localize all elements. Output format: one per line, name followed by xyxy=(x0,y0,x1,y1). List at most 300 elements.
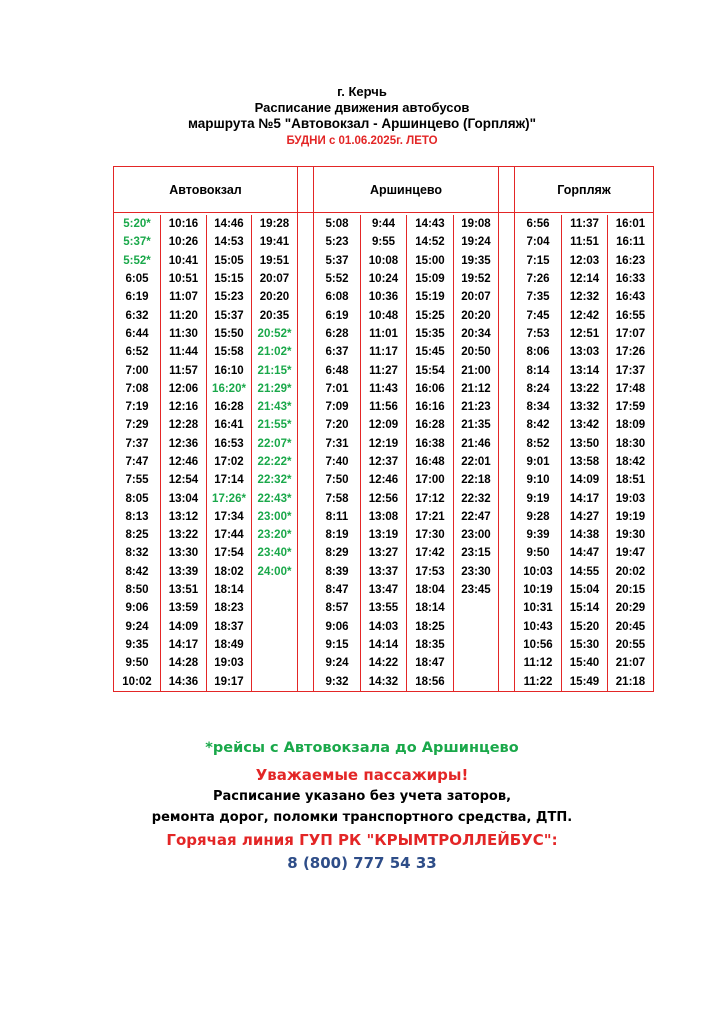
column-gap xyxy=(298,306,314,324)
column-gap xyxy=(499,215,515,233)
time-cell: 14:55 xyxy=(562,563,608,581)
time-cell: 24:00* xyxy=(252,563,298,581)
time-cell: 9:10 xyxy=(515,471,562,489)
time-cell: 13:04 xyxy=(161,489,207,507)
table-row xyxy=(114,453,654,471)
time-cell: 9:06 xyxy=(314,618,361,636)
time-cell: 21:43* xyxy=(252,398,298,416)
time-cell: 13:19 xyxy=(361,526,407,544)
time-cell: 9:50 xyxy=(515,544,562,562)
column-gap xyxy=(499,288,515,306)
column-gap xyxy=(499,167,515,213)
time-cell: 6:19 xyxy=(314,306,361,324)
table-row xyxy=(114,654,654,672)
table-row xyxy=(114,435,654,453)
time-cell: 6:28 xyxy=(314,325,361,343)
route-title: маршрута №5 "Автовокзал - Аршинцево (Горпляж)" xyxy=(187,116,537,131)
time-cell: 8:06 xyxy=(515,343,562,361)
time-cell: 14:43 xyxy=(407,215,454,233)
stop-header-avtovokzal: Автовокзал xyxy=(114,167,298,213)
time-cell xyxy=(252,618,298,636)
table-row xyxy=(114,343,654,361)
time-cell: 16:48 xyxy=(407,453,454,471)
time-cell: 14:03 xyxy=(361,618,407,636)
column-gap xyxy=(499,252,515,270)
time-cell: 15:37 xyxy=(207,306,252,324)
column-gap xyxy=(499,544,515,562)
time-cell: 13:47 xyxy=(361,581,407,599)
time-cell: 14:38 xyxy=(562,526,608,544)
time-cell: 12:19 xyxy=(361,435,407,453)
time-cell: 18:14 xyxy=(207,581,252,599)
hotline-phone: 8 (800) 777 54 33 xyxy=(287,854,437,872)
time-cell: 19:52 xyxy=(454,270,499,288)
time-cell: 15:50 xyxy=(207,325,252,343)
column-gap xyxy=(499,636,515,654)
column-gap xyxy=(298,453,314,471)
time-cell: 5:37* xyxy=(114,233,161,251)
time-cell: 14:53 xyxy=(207,233,252,251)
time-cell: 13:12 xyxy=(161,508,207,526)
time-cell: 12:06 xyxy=(161,380,207,398)
time-cell xyxy=(454,599,499,617)
time-cell: 15:09 xyxy=(407,270,454,288)
time-cell: 13:30 xyxy=(161,544,207,562)
time-cell: 7:20 xyxy=(314,416,361,434)
schedule-title: Расписание движения автобусов xyxy=(254,100,470,115)
time-cell: 10:19 xyxy=(515,581,562,599)
time-cell: 16:10 xyxy=(207,361,252,379)
time-cell: 23:20* xyxy=(252,526,298,544)
time-cell: 9:24 xyxy=(314,654,361,672)
time-cell: 8:57 xyxy=(314,599,361,617)
time-cell: 11:20 xyxy=(161,306,207,324)
table-row xyxy=(114,508,654,526)
asterisk-note: *рейсы с Автовокзала до Аршинцево xyxy=(205,740,519,756)
column-gap xyxy=(499,398,515,416)
time-cell: 11:12 xyxy=(515,654,562,672)
time-cell: 13:39 xyxy=(161,563,207,581)
time-cell: 19:24 xyxy=(454,233,499,251)
time-cell: 16:06 xyxy=(407,380,454,398)
time-cell: 16:23 xyxy=(608,252,654,270)
table-row xyxy=(114,380,654,398)
column-gap xyxy=(298,252,314,270)
time-cell: 5:08 xyxy=(314,215,361,233)
passenger-greeting: Уважаемые пассажиры! xyxy=(255,766,469,784)
time-cell: 13:32 xyxy=(562,398,608,416)
column-gap xyxy=(298,215,314,233)
time-cell: 13:37 xyxy=(361,563,407,581)
column-gap xyxy=(499,672,515,691)
time-cell: 15:54 xyxy=(407,361,454,379)
time-cell: 16:43 xyxy=(608,288,654,306)
column-gap xyxy=(499,526,515,544)
time-cell: 15:23 xyxy=(207,288,252,306)
time-cell: 18:51 xyxy=(608,471,654,489)
time-cell: 5:52 xyxy=(314,270,361,288)
time-cell: 16:11 xyxy=(608,233,654,251)
time-cell: 13:03 xyxy=(562,343,608,361)
table-row xyxy=(114,581,654,599)
time-cell: 6:08 xyxy=(314,288,361,306)
time-cell: 12:51 xyxy=(562,325,608,343)
time-cell xyxy=(252,636,298,654)
time-cell: 22:32 xyxy=(454,489,499,507)
time-cell: 18:14 xyxy=(407,599,454,617)
time-cell: 16:53 xyxy=(207,435,252,453)
column-gap xyxy=(298,270,314,288)
time-cell: 8:50 xyxy=(114,581,161,599)
time-cell: 7:31 xyxy=(314,435,361,453)
time-cell: 20:07 xyxy=(454,288,499,306)
time-cell: 18:37 xyxy=(207,618,252,636)
time-cell: 10:24 xyxy=(361,270,407,288)
column-gap xyxy=(499,563,515,581)
time-cell: 18:47 xyxy=(407,654,454,672)
time-cell: 7:40 xyxy=(314,453,361,471)
time-cell xyxy=(252,654,298,672)
time-cell: 13:59 xyxy=(161,599,207,617)
disclaimer-line-2: ремонта дорог, поломки транспортного средства, ДТП. xyxy=(151,810,573,825)
column-gap xyxy=(298,435,314,453)
time-cell: 19:35 xyxy=(454,252,499,270)
time-cell: 21:29* xyxy=(252,380,298,398)
time-cell: 10:51 xyxy=(161,270,207,288)
column-gap xyxy=(298,471,314,489)
time-cell: 19:08 xyxy=(454,215,499,233)
column-gap xyxy=(298,599,314,617)
hotline-label: Горячая линия ГУП РК "КРЫМТРОЛЛЕЙБУС": xyxy=(166,831,558,849)
time-cell: 19:30 xyxy=(608,526,654,544)
time-cell: 8:24 xyxy=(515,380,562,398)
time-cell: 12:14 xyxy=(562,270,608,288)
time-cell: 5:37 xyxy=(314,252,361,270)
time-cell: 5:23 xyxy=(314,233,361,251)
time-cell: 14:22 xyxy=(361,654,407,672)
time-cell: 7:29 xyxy=(114,416,161,434)
column-gap xyxy=(499,618,515,636)
time-cell: 18:42 xyxy=(608,453,654,471)
time-cell: 9:35 xyxy=(114,636,161,654)
time-cell: 11:51 xyxy=(562,233,608,251)
time-cell: 17:37 xyxy=(608,361,654,379)
time-cell: 17:42 xyxy=(407,544,454,562)
time-cell: 23:00 xyxy=(454,526,499,544)
time-cell: 13:42 xyxy=(562,416,608,434)
time-cell: 20:20 xyxy=(252,288,298,306)
time-cell: 11:43 xyxy=(361,380,407,398)
time-cell: 20:45 xyxy=(608,618,654,636)
time-cell: 17:48 xyxy=(608,380,654,398)
time-cell: 8:05 xyxy=(114,489,161,507)
time-cell: 23:40* xyxy=(252,544,298,562)
city-label: г. Керчь xyxy=(337,84,387,99)
table-row xyxy=(114,270,654,288)
time-cell: 14:28 xyxy=(161,654,207,672)
column-gap xyxy=(499,453,515,471)
column-gap xyxy=(298,563,314,581)
time-cell: 15:35 xyxy=(407,325,454,343)
column-gap xyxy=(499,599,515,617)
time-cell: 15:45 xyxy=(407,343,454,361)
time-cell: 12:37 xyxy=(361,453,407,471)
column-gap xyxy=(499,325,515,343)
time-cell: 17:53 xyxy=(407,563,454,581)
time-cell: 7:04 xyxy=(515,233,562,251)
time-cell: 8:42 xyxy=(114,563,161,581)
table-row xyxy=(114,636,654,654)
time-cell: 8:14 xyxy=(515,361,562,379)
time-cell: 23:15 xyxy=(454,544,499,562)
time-cell: 12:42 xyxy=(562,306,608,324)
column-gap xyxy=(499,233,515,251)
time-cell: 12:54 xyxy=(161,471,207,489)
time-cell: 16:41 xyxy=(207,416,252,434)
time-cell xyxy=(454,618,499,636)
time-cell: 7:50 xyxy=(314,471,361,489)
time-cell: 11:44 xyxy=(161,343,207,361)
time-cell: 15:58 xyxy=(207,343,252,361)
time-cell: 11:27 xyxy=(361,361,407,379)
time-cell: 17:07 xyxy=(608,325,654,343)
time-cell: 16:16 xyxy=(407,398,454,416)
time-cell: 15:20 xyxy=(562,618,608,636)
time-cell xyxy=(252,599,298,617)
column-gap xyxy=(298,636,314,654)
time-cell: 13:08 xyxy=(361,508,407,526)
time-cell: 15:15 xyxy=(207,270,252,288)
time-cell: 17:44 xyxy=(207,526,252,544)
time-cell: 16:55 xyxy=(608,306,654,324)
time-cell: 21:46 xyxy=(454,435,499,453)
time-cell: 20:20 xyxy=(454,306,499,324)
time-cell: 18:02 xyxy=(207,563,252,581)
time-cell: 20:34 xyxy=(454,325,499,343)
stop-header-gorplyazh: Горпляж xyxy=(515,167,654,213)
time-cell: 20:35 xyxy=(252,306,298,324)
time-cell: 21:12 xyxy=(454,380,499,398)
time-cell: 21:18 xyxy=(608,672,654,691)
time-cell: 17:12 xyxy=(407,489,454,507)
time-cell: 19:51 xyxy=(252,252,298,270)
table-row xyxy=(114,599,654,617)
time-cell: 15:00 xyxy=(407,252,454,270)
table-row xyxy=(114,672,654,691)
time-cell: 7:58 xyxy=(314,489,361,507)
time-cell: 6:32 xyxy=(114,306,161,324)
time-cell: 18:30 xyxy=(608,435,654,453)
column-gap xyxy=(298,380,314,398)
time-cell: 8:47 xyxy=(314,581,361,599)
time-cell: 22:47 xyxy=(454,508,499,526)
time-cell: 6:52 xyxy=(114,343,161,361)
time-cell: 12:46 xyxy=(161,453,207,471)
time-cell: 14:52 xyxy=(407,233,454,251)
time-cell: 11:37 xyxy=(562,215,608,233)
table-row xyxy=(114,233,654,251)
table-row xyxy=(114,544,654,562)
time-cell xyxy=(454,636,499,654)
time-cell: 18:09 xyxy=(608,416,654,434)
time-cell: 13:22 xyxy=(161,526,207,544)
time-cell: 11:57 xyxy=(161,361,207,379)
time-cell: 7:26 xyxy=(515,270,562,288)
time-cell: 7:09 xyxy=(314,398,361,416)
time-cell: 8:52 xyxy=(515,435,562,453)
column-gap xyxy=(499,380,515,398)
time-cell: 12:16 xyxy=(161,398,207,416)
time-cell: 7:35 xyxy=(515,288,562,306)
column-gap xyxy=(298,672,314,691)
time-cell: 17:54 xyxy=(207,544,252,562)
time-cell: 10:16 xyxy=(161,215,207,233)
time-cell: 8:25 xyxy=(114,526,161,544)
time-cell: 14:27 xyxy=(562,508,608,526)
column-gap xyxy=(298,508,314,526)
time-cell: 6:48 xyxy=(314,361,361,379)
time-cell: 16:01 xyxy=(608,215,654,233)
time-cell: 5:20* xyxy=(114,215,161,233)
time-cell: 22:43* xyxy=(252,489,298,507)
table-row xyxy=(114,252,654,270)
time-cell xyxy=(252,581,298,599)
time-cell: 12:36 xyxy=(161,435,207,453)
column-gap xyxy=(499,361,515,379)
time-cell: 17:00 xyxy=(407,471,454,489)
time-cell: 10:36 xyxy=(361,288,407,306)
time-cell: 11:01 xyxy=(361,325,407,343)
column-gap xyxy=(298,325,314,343)
time-cell: 14:47 xyxy=(562,544,608,562)
time-cell: 10:48 xyxy=(361,306,407,324)
time-cell xyxy=(454,654,499,672)
time-cell: 10:31 xyxy=(515,599,562,617)
time-cell: 9:15 xyxy=(314,636,361,654)
time-cell: 17:02 xyxy=(207,453,252,471)
time-cell: 8:34 xyxy=(515,398,562,416)
time-cell: 19:41 xyxy=(252,233,298,251)
time-cell: 16:20* xyxy=(207,380,252,398)
time-cell: 16:28 xyxy=(407,416,454,434)
time-cell: 23:00* xyxy=(252,508,298,526)
time-cell: 17:59 xyxy=(608,398,654,416)
time-cell: 20:29 xyxy=(608,599,654,617)
time-cell: 14:36 xyxy=(161,672,207,691)
table-row xyxy=(114,288,654,306)
time-cell: 6:56 xyxy=(515,215,562,233)
time-cell xyxy=(454,672,499,691)
column-gap xyxy=(298,233,314,251)
time-cell: 13:55 xyxy=(361,599,407,617)
time-cell: 18:25 xyxy=(407,618,454,636)
time-cell: 15:19 xyxy=(407,288,454,306)
time-cell: 18:49 xyxy=(207,636,252,654)
time-cell: 17:26* xyxy=(207,489,252,507)
table-row xyxy=(114,215,654,233)
time-cell: 12:28 xyxy=(161,416,207,434)
time-cell: 15:30 xyxy=(562,636,608,654)
table-row xyxy=(114,361,654,379)
time-cell: 6:19 xyxy=(114,288,161,306)
time-cell: 20:52* xyxy=(252,325,298,343)
table-row xyxy=(114,563,654,581)
time-cell: 19:03 xyxy=(608,489,654,507)
column-gap xyxy=(499,508,515,526)
table-row xyxy=(114,306,654,324)
column-gap xyxy=(499,343,515,361)
time-cell: 9:50 xyxy=(114,654,161,672)
column-gap xyxy=(499,581,515,599)
time-cell: 21:55* xyxy=(252,416,298,434)
column-gap xyxy=(499,489,515,507)
time-cell: 19:03 xyxy=(207,654,252,672)
time-cell: 10:02 xyxy=(114,672,161,691)
column-gap xyxy=(298,288,314,306)
time-cell: 21:02* xyxy=(252,343,298,361)
time-cell: 10:26 xyxy=(161,233,207,251)
time-cell: 11:30 xyxy=(161,325,207,343)
time-cell: 8:29 xyxy=(314,544,361,562)
time-cell: 8:13 xyxy=(114,508,161,526)
time-cell: 11:17 xyxy=(361,343,407,361)
time-cell: 20:55 xyxy=(608,636,654,654)
time-cell: 12:03 xyxy=(562,252,608,270)
time-cell: 13:14 xyxy=(562,361,608,379)
column-gap xyxy=(298,416,314,434)
time-cell: 11:56 xyxy=(361,398,407,416)
time-cell: 14:17 xyxy=(562,489,608,507)
time-cell: 7:08 xyxy=(114,380,161,398)
time-cell: 15:25 xyxy=(407,306,454,324)
schedule-table xyxy=(113,166,654,692)
time-cell: 13:51 xyxy=(161,581,207,599)
time-cell: 13:22 xyxy=(562,380,608,398)
column-gap xyxy=(499,270,515,288)
time-cell: 7:45 xyxy=(515,306,562,324)
time-cell: 8:11 xyxy=(314,508,361,526)
time-cell: 6:37 xyxy=(314,343,361,361)
table-row xyxy=(114,416,654,434)
column-gap xyxy=(499,416,515,434)
time-cell: 22:22* xyxy=(252,453,298,471)
time-cell: 8:42 xyxy=(515,416,562,434)
time-cell xyxy=(252,672,298,691)
time-cell: 10:03 xyxy=(515,563,562,581)
period-label: БУДНИ с 01.06.2025г. ЛЕТО xyxy=(286,135,438,147)
time-cell: 9:06 xyxy=(114,599,161,617)
time-cell: 17:26 xyxy=(608,343,654,361)
time-cell: 17:30 xyxy=(407,526,454,544)
time-cell: 7:37 xyxy=(114,435,161,453)
column-gap xyxy=(298,398,314,416)
time-cell: 19:47 xyxy=(608,544,654,562)
column-gap xyxy=(499,435,515,453)
table-row xyxy=(114,471,654,489)
time-cell: 16:38 xyxy=(407,435,454,453)
time-cell: 22:18 xyxy=(454,471,499,489)
column-gap xyxy=(298,581,314,599)
time-cell: 9:24 xyxy=(114,618,161,636)
time-cell: 8:19 xyxy=(314,526,361,544)
time-cell: 10:41 xyxy=(161,252,207,270)
column-gap xyxy=(298,361,314,379)
stop-header-arshintsevo: Аршинцево xyxy=(314,167,499,213)
time-cell: 12:32 xyxy=(562,288,608,306)
time-cell: 17:14 xyxy=(207,471,252,489)
time-cell: 7:47 xyxy=(114,453,161,471)
time-cell: 22:07* xyxy=(252,435,298,453)
